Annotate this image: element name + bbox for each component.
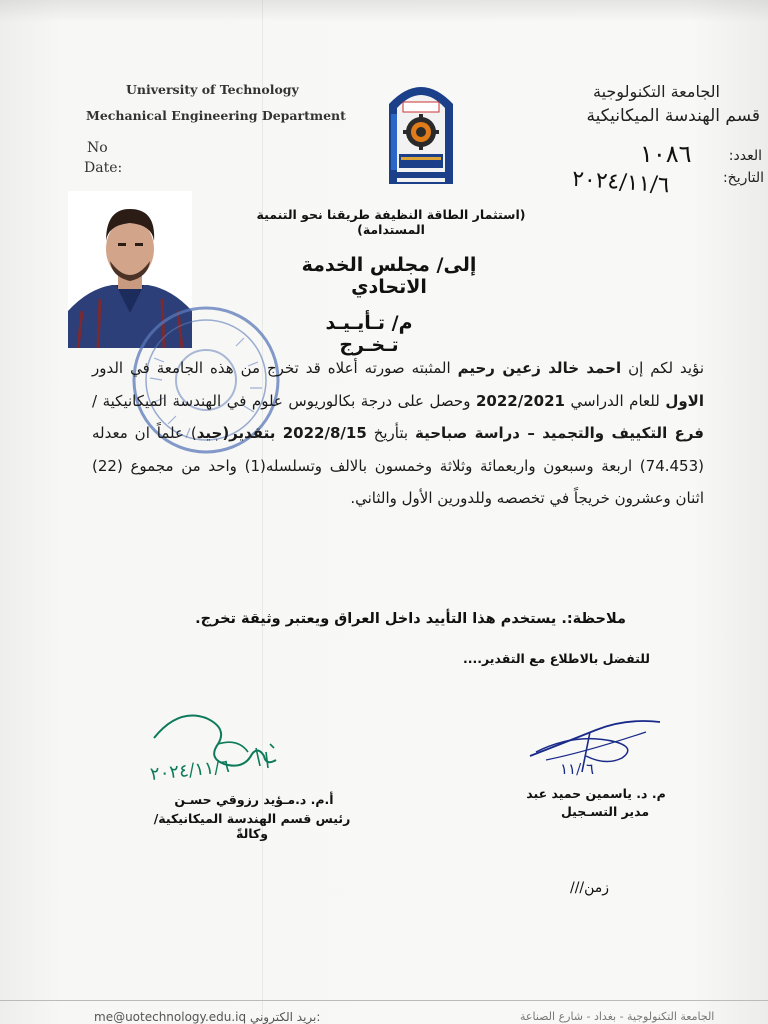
- date-label-ar: التاريخ:: [722, 170, 764, 186]
- department-name-en: Mechanical Engineering Department: [86, 108, 346, 123]
- certification-paragraph: نؤيد لكم إن احمد خالد زعين رحيم المثبته صورته أعلاه قد تخرج من هذه الجامعة في الدور الاول للعام الدراسي 2022/2021 وحصل على درجة بكالوريوس علوم في الهندسة الميكانيكية / فرع التكييف والتجميد – دراسة صباحية بتأريخ 2022/8/15 بتقدير(جيد) علماً ان معدله (74.453) اربعة وسبعون واربعمائة وثلاثة وخمسون بالالف وتسلسله(1) واحد من مجموع (22) اثنان وعشرون خريجاً في تخصصه وللدورين الأول والثاني.: [92, 359, 705, 508]
- department-head-name: أ.م. د.مـؤيد رزوقي حسـن: [174, 792, 334, 807]
- closing-line: للتفضل بالاطلاع مع التقدير....: [463, 651, 650, 666]
- graduate-name: احمد خالد زعين رحيم: [457, 359, 622, 377]
- handwritten-number: ١٠٨٦: [640, 140, 692, 168]
- study-branch: فرع التكييف والتجميد – دراسة صباحية: [415, 424, 704, 443]
- addressee: إلى/ مجلس الخدمة الاتحادي: [301, 254, 477, 298]
- exam-round: الاول: [665, 391, 704, 410]
- university-name-ar: الجامعة التكنولوجية: [593, 82, 720, 101]
- handwritten-date: ٢٠٢٤/١١/٦: [571, 166, 671, 199]
- university-logo-icon: [383, 74, 459, 186]
- number-label-ar: العدد:: [728, 148, 762, 164]
- date-label-en: Date:: [84, 160, 123, 176]
- registrar-title: مدير التسـجيل: [560, 804, 650, 819]
- university-name-en: University of Technology: [126, 82, 299, 97]
- department-name-ar: قسم الهندسة الميكانيكية: [586, 106, 760, 126]
- graduation-date: 2022/8/15: [282, 424, 367, 443]
- subject-line: م/ تـأيـيـد تـخـرج: [325, 312, 413, 356]
- right-signature-icon: [526, 712, 666, 782]
- grade: جيد: [196, 424, 223, 443]
- left-signature-icon: [148, 708, 288, 798]
- right-signature-date: ٦ /١١: [560, 760, 595, 778]
- note: ملاحظة:. يستخدم هذا التأييد داخل العراق ويعتبر وثيقة تخرج.: [195, 611, 626, 627]
- footer-address: الجامعة التكنولوجية - بغداد - شارع الصناعة: [520, 1010, 715, 1023]
- footer-email: me@uotechnology.edu.iq بريد الكتروني:: [94, 1010, 321, 1024]
- number-label-en: No: [87, 140, 108, 156]
- scan-edge: [0, 0, 768, 22]
- motto: (استثمار الطاقة النظيفة طريقنا نحو التنمية المستدامة): [256, 207, 526, 237]
- zamn-label: زمن///: [570, 880, 610, 896]
- footer-divider: [0, 1000, 768, 1001]
- left-signature-date: ٢٠٢٤/١١/٦: [149, 755, 231, 786]
- academic-year: 2022/2021: [475, 391, 565, 410]
- registrar-name: م. د. ياسمين حميد عبد: [526, 786, 666, 801]
- department-head-title: رئيس قسم الهندسة الميكانيكية/ وكالةً: [153, 811, 351, 841]
